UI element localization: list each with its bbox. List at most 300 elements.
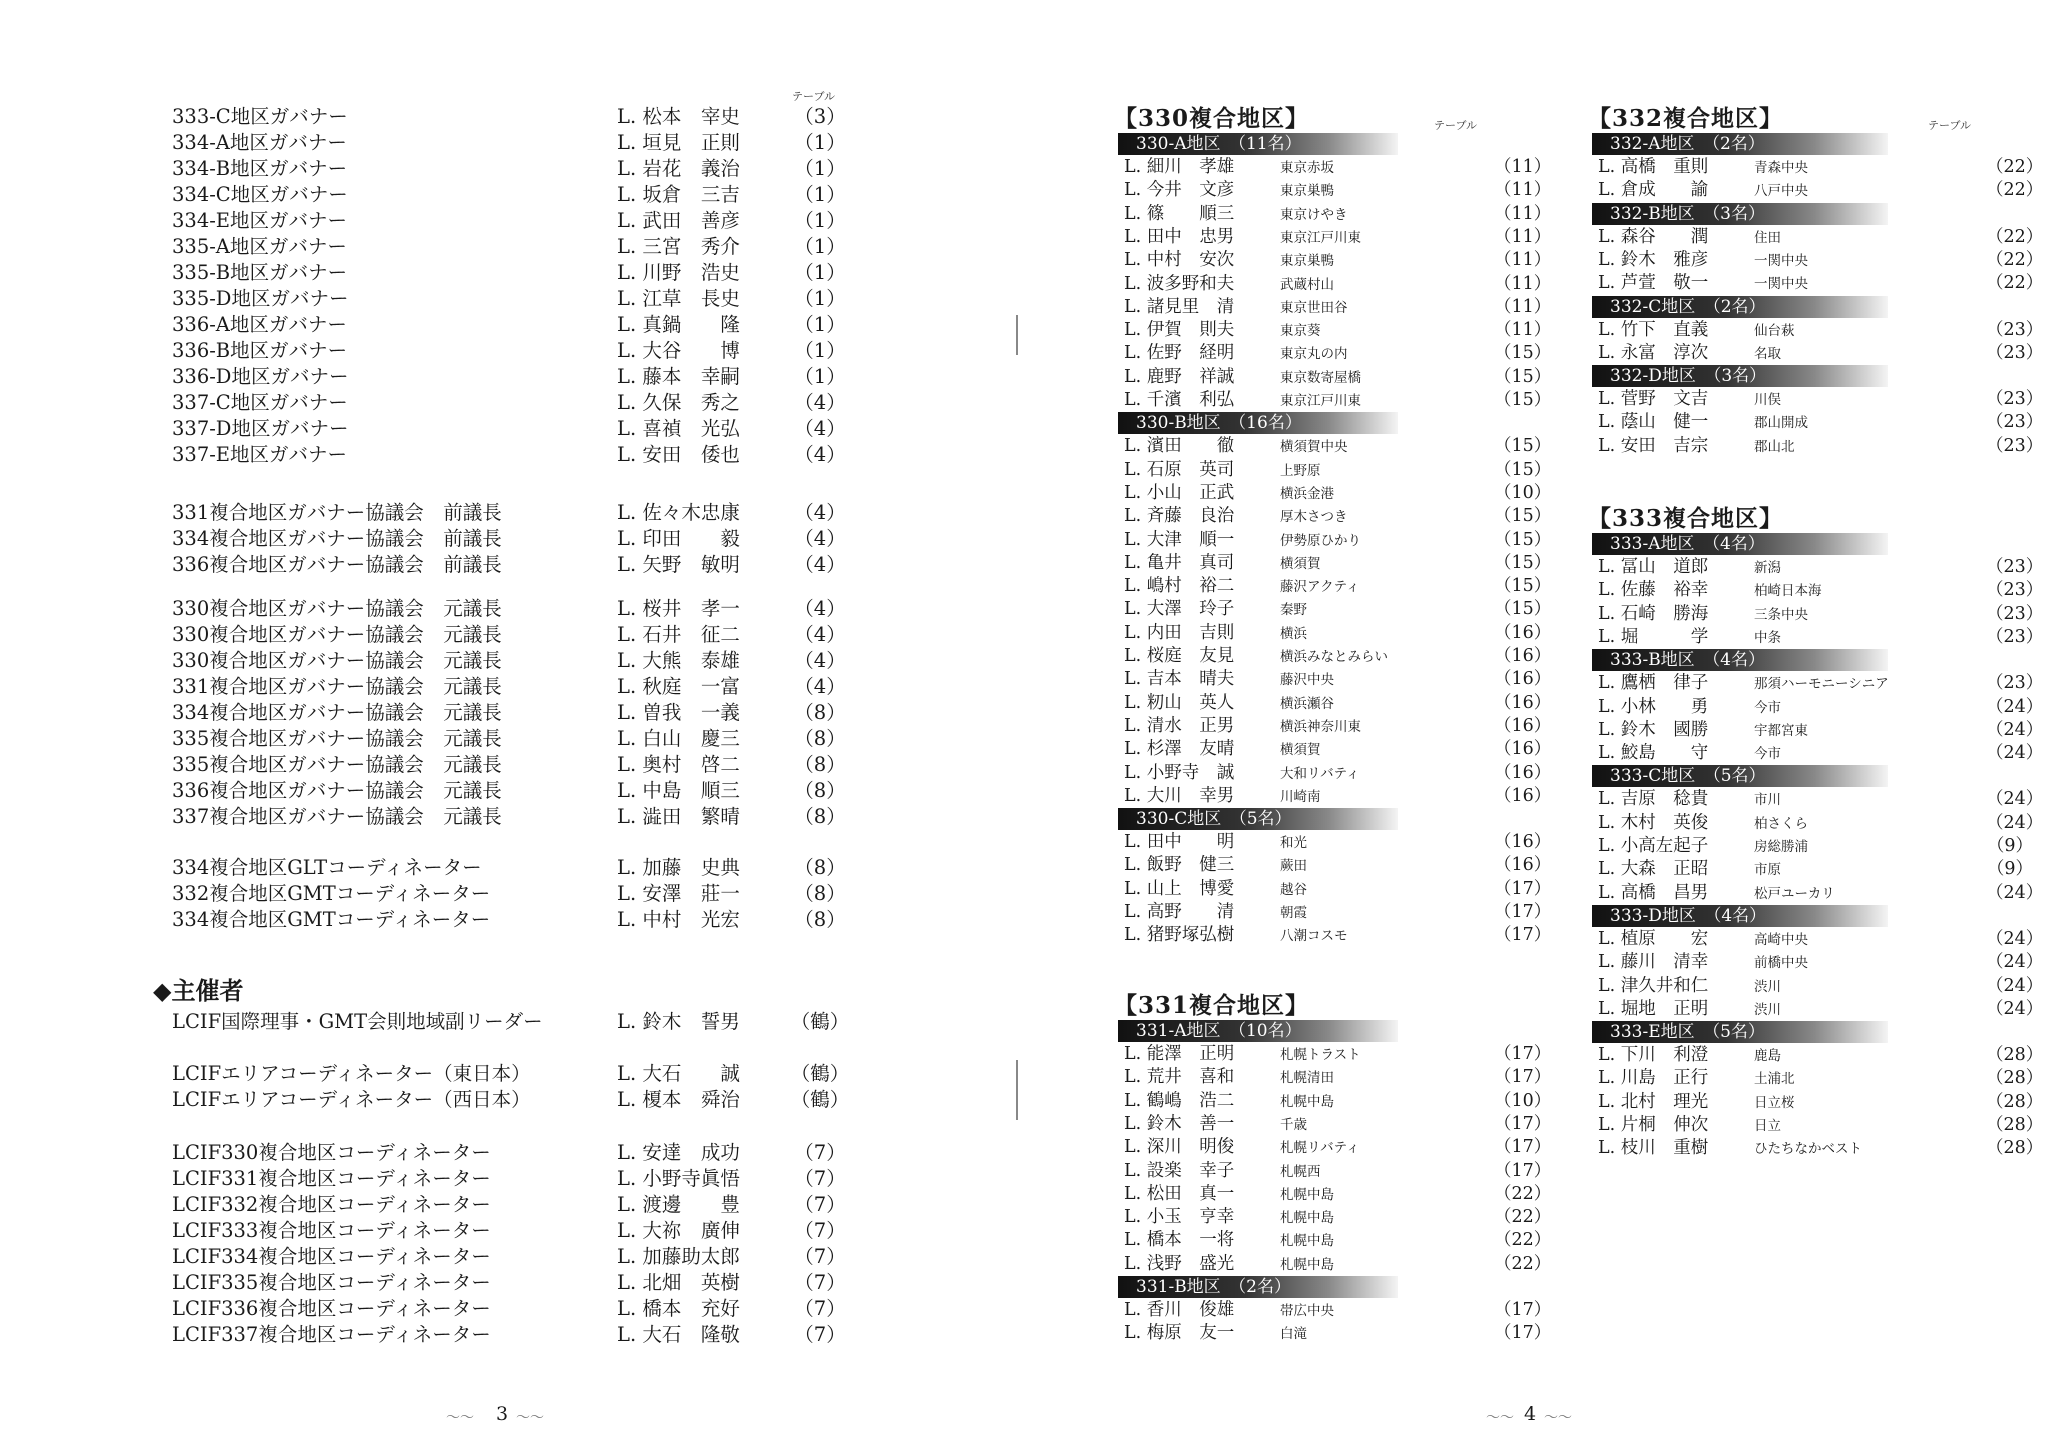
club-name: 札幌中島 bbox=[1280, 1093, 1334, 1110]
role-label: 334複合地区GLTコーディネーター bbox=[172, 856, 482, 879]
member-row bbox=[1598, 696, 2044, 719]
club-name: 藤沢アクティ bbox=[1280, 579, 1360, 596]
member-name: L. 浅野 盛光 bbox=[1124, 1253, 1235, 1274]
club-name: 川崎南 bbox=[1280, 788, 1321, 805]
district-header-bar: 332-C地区 （2名） bbox=[1592, 296, 1888, 318]
club-name: 伊勢原ひかり bbox=[1280, 532, 1361, 549]
role-label: LCIF332複合地区コーディネーター bbox=[172, 1193, 491, 1216]
member-name: L. 籾山 英人 bbox=[1124, 692, 1235, 713]
table-number: （4） bbox=[794, 597, 846, 620]
club-name: ひたちなかベスト bbox=[1754, 1141, 1862, 1158]
club-name: 三条中央 bbox=[1754, 606, 1808, 623]
organizer-heading: ◆主催者 bbox=[153, 976, 244, 1005]
table-number: （9） bbox=[1986, 836, 2034, 856]
ornament-right: 〜〜 bbox=[516, 1410, 544, 1426]
district-header-bar: 330-A地区 （11名） bbox=[1118, 133, 1398, 155]
table-number: （8） bbox=[794, 753, 846, 776]
member-row bbox=[1124, 878, 1552, 901]
member-name: L. 小野寺 誠 bbox=[1124, 762, 1235, 783]
club-name: 前橋中央 bbox=[1754, 955, 1808, 972]
role-label: 334-B地区ガバナー bbox=[172, 157, 348, 180]
member-name: L. 芦萱 敬一 bbox=[1598, 273, 1709, 294]
member-row bbox=[1124, 389, 1552, 412]
table-number: （1） bbox=[794, 261, 846, 284]
club-name: 房総勝浦 bbox=[1754, 839, 1808, 855]
table-number: （24） bbox=[1986, 696, 2044, 717]
member-name: L. 矢野 敏明 bbox=[617, 553, 740, 576]
table-number: （4） bbox=[794, 443, 846, 466]
member-name: L. 竹下 直義 bbox=[1598, 319, 1709, 340]
club-name: 東京江戸川東 bbox=[1280, 229, 1361, 246]
member-name: L. 鶴嶋 浩二 bbox=[1124, 1090, 1235, 1111]
member-name: L. 小玉 亨幸 bbox=[1124, 1207, 1235, 1228]
member-name: L. 加藤 史典 bbox=[617, 856, 740, 879]
member-row bbox=[1598, 272, 2044, 295]
table-number: （8） bbox=[794, 908, 846, 931]
club-name: 横須賀中央 bbox=[1280, 439, 1348, 456]
member-row bbox=[1124, 692, 1552, 715]
member-row bbox=[1598, 882, 2044, 905]
member-row bbox=[1124, 1136, 1552, 1159]
table-number: （24） bbox=[1986, 952, 2044, 973]
member-name: L. 杉澤 友晴 bbox=[1124, 739, 1235, 760]
member-row bbox=[1124, 575, 1552, 598]
member-row bbox=[1598, 1044, 2044, 1067]
member-name: L. 安田 倭也 bbox=[617, 443, 740, 466]
table-number: （8） bbox=[794, 856, 846, 879]
role-label: 334-A地区ガバナー bbox=[172, 131, 347, 154]
table-number: （16） bbox=[1494, 646, 1552, 666]
table-number: （9） bbox=[1986, 859, 2034, 880]
table-number: （鶴） bbox=[790, 1062, 850, 1085]
member-name: L. 高野 清 bbox=[1124, 902, 1235, 922]
table-number: （23） bbox=[1986, 673, 2044, 694]
role-label: 330複合地区ガバナー協議会 元議長 bbox=[172, 623, 502, 646]
table-number: （23） bbox=[1986, 557, 2044, 577]
member-name: L. 設楽 幸子 bbox=[1124, 1160, 1235, 1181]
table-number: （15） bbox=[1494, 529, 1552, 550]
role-label: 336複合地区ガバナー協議会 元議長 bbox=[172, 779, 502, 802]
member-name: L. 猪野塚弘樹 bbox=[1124, 925, 1235, 946]
table-number: （7） bbox=[794, 1297, 846, 1320]
member-name: L. 能澤 正明 bbox=[1124, 1044, 1235, 1064]
member-row bbox=[1598, 626, 2044, 649]
member-name: L. 田中 明 bbox=[1124, 832, 1235, 853]
club-name: 札幌中島 bbox=[1280, 1210, 1334, 1227]
role-label: 337複合地区ガバナー協議会 元議長 bbox=[172, 805, 502, 828]
table-number: （7） bbox=[794, 1245, 846, 1268]
member-name: L. 堀地 正明 bbox=[1598, 998, 1709, 1019]
club-name: 柏崎日本海 bbox=[1754, 583, 1822, 600]
club-name: 高崎中央 bbox=[1754, 931, 1808, 948]
table-number: （1） bbox=[794, 365, 846, 388]
member-row bbox=[1124, 924, 1552, 947]
table-column-label: テーブル bbox=[792, 90, 836, 103]
member-row bbox=[1124, 203, 1552, 226]
table-number: （24） bbox=[1986, 928, 2044, 949]
table-number: （1） bbox=[794, 209, 846, 232]
member-name: L. 白山 慶三 bbox=[617, 727, 740, 750]
district-header-bar: 330-B地区 （16名） bbox=[1118, 412, 1398, 434]
member-name: L. 蔭山 健一 bbox=[1598, 412, 1709, 433]
member-name: L. 橋本 充好 bbox=[617, 1297, 740, 1320]
club-name: 東京数寄屋橋 bbox=[1280, 369, 1361, 386]
table-column-label: テーブル bbox=[1434, 119, 1478, 132]
table-number: （16） bbox=[1494, 762, 1552, 783]
member-row bbox=[1124, 505, 1552, 528]
club-name: 一関中央 bbox=[1754, 252, 1808, 269]
club-name: 札幌清田 bbox=[1280, 1070, 1334, 1087]
table-number: （1） bbox=[794, 157, 846, 180]
member-row bbox=[1124, 1322, 1552, 1345]
table-number: （15） bbox=[1494, 552, 1552, 573]
member-name: L. 渡邊 豊 bbox=[617, 1193, 740, 1216]
member-row bbox=[1124, 645, 1552, 668]
member-name: L. 堀 学 bbox=[1598, 626, 1709, 647]
member-name: L. 藤川 清幸 bbox=[1598, 952, 1709, 973]
member-name: L. 大森 正昭 bbox=[1598, 859, 1709, 880]
table-number: （23） bbox=[1986, 319, 2044, 340]
member-name: L. 波多野和夫 bbox=[1124, 273, 1235, 294]
role-label: 336-B地区ガバナー bbox=[172, 339, 348, 362]
table-number: （15） bbox=[1494, 459, 1552, 480]
club-name: 秦野 bbox=[1280, 602, 1307, 619]
member-row bbox=[1598, 579, 2044, 602]
member-name: L. 篠 順三 bbox=[1124, 203, 1235, 224]
table-number: （4） bbox=[794, 501, 846, 524]
member-row bbox=[1124, 785, 1552, 808]
club-name: 横浜 bbox=[1280, 625, 1307, 642]
table-number: （22） bbox=[1494, 1230, 1552, 1251]
role-label: 337-C地区ガバナー bbox=[172, 391, 348, 414]
member-name: L. 石井 征二 bbox=[617, 623, 740, 646]
member-name: L. 印田 毅 bbox=[617, 527, 740, 550]
table-number: （16） bbox=[1494, 692, 1552, 713]
table-number: （11） bbox=[1494, 296, 1552, 317]
table-number: （17） bbox=[1494, 1323, 1552, 1344]
member-name: L. 大祢 廣伸 bbox=[617, 1219, 740, 1242]
role-label: 335-A地区ガバナー bbox=[172, 235, 347, 258]
club-name: 川俣 bbox=[1754, 392, 1781, 409]
table-number: （鶴） bbox=[790, 1088, 850, 1111]
member-row bbox=[1124, 831, 1552, 854]
role-label: 335-B地区ガバナー bbox=[172, 261, 348, 284]
table-number: （10） bbox=[1494, 1090, 1552, 1111]
member-row bbox=[1598, 788, 2044, 811]
district-header-bar: 333-D地区 （4名） bbox=[1592, 905, 1888, 927]
member-row bbox=[1598, 951, 2044, 974]
table-number: （4） bbox=[794, 649, 846, 672]
member-name: L. 山上 博愛 bbox=[1124, 878, 1235, 899]
club-name: 日立 bbox=[1754, 1118, 1781, 1134]
district-header-bar: 333-C地区 （5名） bbox=[1592, 765, 1888, 787]
multiple-district-heading: 【332複合地区】 bbox=[1588, 105, 1784, 132]
member-name: L. 嶋村 裕二 bbox=[1124, 576, 1235, 597]
table-number: （1） bbox=[794, 183, 846, 206]
table-number: （23） bbox=[1986, 626, 2044, 647]
club-name: 新潟 bbox=[1754, 560, 1781, 576]
table-number: （7） bbox=[794, 1271, 846, 1294]
role-label: 335-D地区ガバナー bbox=[172, 287, 349, 310]
club-name: 東京巣鴨 bbox=[1280, 253, 1334, 270]
role-label: 335複合地区ガバナー協議会 元議長 bbox=[172, 753, 502, 776]
role-label: 331複合地区ガバナー協議会 前議長 bbox=[172, 501, 502, 524]
club-name: 東京世田谷 bbox=[1280, 299, 1348, 316]
table-number: （11） bbox=[1494, 226, 1552, 247]
member-row bbox=[1598, 835, 2044, 858]
table-number: （4） bbox=[794, 623, 846, 646]
club-name: 渋川 bbox=[1754, 1001, 1781, 1018]
role-label: LCIF331複合地区コーディネーター bbox=[172, 1167, 491, 1190]
table-number: （7） bbox=[794, 1323, 846, 1346]
member-row bbox=[1124, 1229, 1552, 1252]
club-name: 横浜みなとみらい bbox=[1280, 649, 1388, 665]
club-name: 東京丸の内 bbox=[1280, 346, 1348, 363]
club-name: 藤沢中央 bbox=[1280, 672, 1334, 689]
club-name: 厚木さつき bbox=[1280, 509, 1348, 526]
member-row bbox=[1124, 668, 1552, 691]
table-number: （16） bbox=[1494, 739, 1552, 760]
table-number: （22） bbox=[1986, 273, 2044, 294]
member-name: L. 内田 吉則 bbox=[1124, 622, 1235, 643]
member-name: L. 冨山 道郎 bbox=[1598, 557, 1709, 577]
member-row bbox=[1124, 1253, 1552, 1276]
member-name: L. 曽我 一義 bbox=[617, 701, 740, 724]
table-number: （11） bbox=[1494, 320, 1552, 341]
table-number: （15） bbox=[1494, 366, 1552, 387]
member-row bbox=[1124, 342, 1552, 365]
table-number: （11） bbox=[1494, 203, 1552, 224]
role-label: 336-D地区ガバナー bbox=[172, 365, 349, 388]
district-header-bar: 332-B地区 （3名） bbox=[1592, 203, 1888, 225]
table-number: （17） bbox=[1494, 1113, 1552, 1134]
table-number: （11） bbox=[1494, 157, 1552, 177]
member-name: L. 吉本 晴夫 bbox=[1124, 669, 1235, 690]
role-label: 334複合地区ガバナー協議会 前議長 bbox=[172, 527, 502, 550]
binding-mark bbox=[1016, 315, 1018, 355]
table-number: （23） bbox=[1986, 580, 2044, 601]
role-label: 335複合地区ガバナー協議会 元議長 bbox=[172, 727, 502, 750]
club-name: 千歳 bbox=[1280, 1116, 1307, 1133]
member-name: L. 大石 隆敬 bbox=[617, 1323, 740, 1346]
role-label: 337-E地区ガバナー bbox=[172, 443, 348, 466]
club-name: 郡山開成 bbox=[1754, 415, 1808, 432]
member-name: L. 中村 光宏 bbox=[617, 908, 740, 931]
member-name: L. 植原 宏 bbox=[1598, 928, 1709, 949]
table-number: （24） bbox=[1986, 743, 2044, 764]
member-row bbox=[1598, 319, 2044, 342]
page-number: 3 bbox=[496, 1403, 509, 1425]
table-number: （16） bbox=[1494, 855, 1552, 876]
member-row bbox=[1598, 226, 2044, 249]
table-number: （24） bbox=[1986, 998, 2044, 1019]
table-number: （15） bbox=[1494, 390, 1552, 410]
member-name: L. 奥村 啓二 bbox=[617, 753, 740, 776]
table-number: （17） bbox=[1494, 1300, 1552, 1320]
member-name: L. 大熊 泰雄 bbox=[617, 649, 740, 672]
table-number: （16） bbox=[1494, 832, 1552, 853]
role-label: 334複合地区ガバナー協議会 元議長 bbox=[172, 701, 502, 724]
table-number: （16） bbox=[1494, 669, 1552, 690]
table-number: （8） bbox=[794, 882, 846, 905]
ornament-right: 〜〜 bbox=[1544, 1410, 1572, 1426]
table-number: （1） bbox=[794, 287, 846, 310]
member-name: L. 永富 淳次 bbox=[1598, 342, 1709, 363]
member-name: L. 藤本 幸嗣 bbox=[617, 365, 740, 388]
ornament-left: 〜〜 bbox=[446, 1410, 474, 1426]
table-number: （7） bbox=[794, 1219, 846, 1242]
table-number: （16） bbox=[1494, 785, 1552, 806]
table-number: （8） bbox=[794, 805, 846, 828]
table-number: （11） bbox=[1494, 250, 1552, 271]
member-row bbox=[1124, 901, 1552, 924]
table-number: （15） bbox=[1494, 506, 1552, 527]
right-page bbox=[1024, 0, 2048, 1449]
member-name: L. 倉成 諭 bbox=[1598, 180, 1709, 201]
member-name: L. 津久井和仁 bbox=[1598, 975, 1709, 996]
member-row bbox=[1124, 296, 1552, 319]
club-name: 郡山北 bbox=[1754, 438, 1795, 455]
member-name: L. 垣見 正則 bbox=[617, 131, 740, 154]
member-name: L. 伊賀 則夫 bbox=[1124, 320, 1235, 341]
member-row bbox=[1124, 1183, 1552, 1206]
table-number: （16） bbox=[1494, 622, 1552, 643]
role-label: LCIFエリアコーディネーター（東日本） bbox=[172, 1062, 531, 1085]
table-number: （1） bbox=[794, 131, 846, 154]
table-number: （22） bbox=[1986, 157, 2044, 177]
member-name: L. 亀井 真司 bbox=[1124, 552, 1235, 573]
table-number: （23） bbox=[1986, 603, 2044, 624]
member-row bbox=[1598, 858, 2044, 881]
club-name: 朝霞 bbox=[1280, 905, 1307, 921]
member-name: L. 秋庭 一富 bbox=[617, 675, 740, 698]
member-name: L. 三宮 秀介 bbox=[617, 235, 740, 258]
member-row bbox=[1124, 762, 1552, 785]
member-row bbox=[1124, 854, 1552, 877]
member-row bbox=[1598, 928, 2044, 951]
member-name: L. 大津 順一 bbox=[1124, 529, 1235, 550]
table-number: （28） bbox=[1986, 1068, 2044, 1089]
member-row bbox=[1124, 598, 1552, 621]
member-row bbox=[1124, 1160, 1552, 1183]
member-row bbox=[1124, 179, 1552, 202]
member-name: L. 安達 成功 bbox=[617, 1141, 740, 1164]
role-label: 334-E地区ガバナー bbox=[172, 209, 348, 232]
multiple-district-heading: 【330複合地区】 bbox=[1114, 105, 1310, 132]
member-row bbox=[1124, 715, 1552, 738]
club-name: 渋川 bbox=[1754, 978, 1781, 995]
club-name: 札幌中島 bbox=[1280, 1186, 1334, 1203]
role-label: 337-D地区ガバナー bbox=[172, 417, 349, 440]
member-name: L. 佐野 経明 bbox=[1124, 343, 1235, 364]
member-name: L. 松田 真一 bbox=[1124, 1183, 1235, 1204]
club-name: 宇都宮東 bbox=[1754, 722, 1808, 739]
member-row bbox=[1598, 742, 2044, 765]
member-row bbox=[1598, 179, 2044, 202]
role-label: 331複合地区ガバナー協議会 元議長 bbox=[172, 675, 502, 698]
member-row bbox=[1124, 482, 1552, 505]
club-name: 東京赤坂 bbox=[1280, 160, 1334, 176]
club-name: 一関中央 bbox=[1754, 276, 1808, 293]
multiple-district-heading: 【331複合地区】 bbox=[1114, 992, 1310, 1019]
member-name: L. 今井 文彦 bbox=[1124, 180, 1235, 201]
member-row bbox=[1124, 435, 1552, 458]
table-number: （17） bbox=[1494, 878, 1552, 899]
member-name: L. 下川 利澄 bbox=[1598, 1045, 1709, 1066]
district-header-bar: 333-A地区 （4名） bbox=[1592, 533, 1888, 555]
table-number: （11） bbox=[1494, 180, 1552, 201]
page-number: 4 bbox=[1524, 1403, 1537, 1425]
member-name: L. 森谷 潤 bbox=[1598, 226, 1709, 247]
role-label: LCIF国際理事・GMT会則地域副リーダー bbox=[172, 1010, 543, 1033]
member-name: L. 中島 順三 bbox=[617, 779, 740, 802]
member-row bbox=[1124, 738, 1552, 761]
member-name: L. 小野寺眞悟 bbox=[617, 1167, 740, 1190]
member-row bbox=[1124, 1043, 1552, 1066]
member-name: L. 鈴木 雅彦 bbox=[1598, 249, 1709, 270]
club-name: 東京葵 bbox=[1280, 323, 1321, 340]
club-name: 八潮コスモ bbox=[1280, 928, 1348, 945]
multiple-district-heading: 【333複合地区】 bbox=[1588, 505, 1784, 532]
table-number: （28） bbox=[1986, 1115, 2044, 1135]
club-name: 那須ハーモニーシニア bbox=[1754, 676, 1889, 693]
club-name: 今市 bbox=[1754, 746, 1781, 763]
member-name: L. 鈴木 誓男 bbox=[617, 1010, 740, 1033]
role-label: LCIF330複合地区コーディネーター bbox=[172, 1141, 491, 1164]
member-name: L. 枝川 重樹 bbox=[1598, 1138, 1709, 1159]
member-name: L. 中村 安次 bbox=[1124, 250, 1235, 271]
member-name: L. 鮫島 守 bbox=[1598, 743, 1709, 764]
club-name: 中条 bbox=[1754, 629, 1781, 646]
table-number: （11） bbox=[1494, 273, 1552, 294]
member-name: L. 桜庭 友見 bbox=[1124, 646, 1235, 666]
table-number: （17） bbox=[1494, 1160, 1552, 1181]
table-number: （24） bbox=[1986, 812, 2044, 833]
member-name: L. 鈴木 善一 bbox=[1124, 1113, 1235, 1134]
member-name: L. 吉原 稔貴 bbox=[1598, 789, 1709, 810]
member-name: L. 木村 英俊 bbox=[1598, 812, 1709, 833]
table-number: （4） bbox=[794, 675, 846, 698]
ornament-left: 〜〜 bbox=[1486, 1410, 1514, 1426]
member-name: L. 桜井 孝一 bbox=[617, 597, 740, 620]
table-number: （4） bbox=[794, 417, 846, 440]
member-row bbox=[1124, 249, 1552, 272]
table-number: （22） bbox=[1494, 1253, 1552, 1274]
member-row bbox=[1124, 529, 1552, 552]
club-name: 東京巣鴨 bbox=[1280, 183, 1334, 200]
club-name: 青森中央 bbox=[1754, 160, 1808, 176]
member-name: L. 鹿野 祥誠 bbox=[1124, 366, 1235, 387]
role-label: 336-A地区ガバナー bbox=[172, 313, 347, 336]
member-name: L. 香川 俊雄 bbox=[1124, 1300, 1235, 1320]
member-name: L. 榎本 舜治 bbox=[617, 1088, 740, 1111]
district-header-bar: 332-A地区 （2名） bbox=[1592, 133, 1888, 155]
member-row bbox=[1598, 672, 2044, 695]
member-row bbox=[1598, 1067, 2044, 1090]
member-name: L. 高橋 昌男 bbox=[1598, 882, 1709, 903]
member-name: L. 大川 幸男 bbox=[1124, 785, 1235, 806]
member-row bbox=[1598, 998, 2044, 1021]
member-name: L. 江草 長史 bbox=[617, 287, 740, 310]
role-label: LCIF334複合地区コーディネーター bbox=[172, 1245, 491, 1268]
club-name: 帯広中央 bbox=[1280, 1303, 1334, 1319]
member-row bbox=[1598, 435, 2044, 458]
table-column-label: テーブル bbox=[1928, 119, 1972, 132]
district-header-bar: 332-D地区 （3名） bbox=[1592, 365, 1888, 387]
member-name: L. 北村 理光 bbox=[1598, 1091, 1709, 1112]
member-row bbox=[1598, 1114, 2044, 1137]
member-row bbox=[1598, 1137, 2044, 1160]
